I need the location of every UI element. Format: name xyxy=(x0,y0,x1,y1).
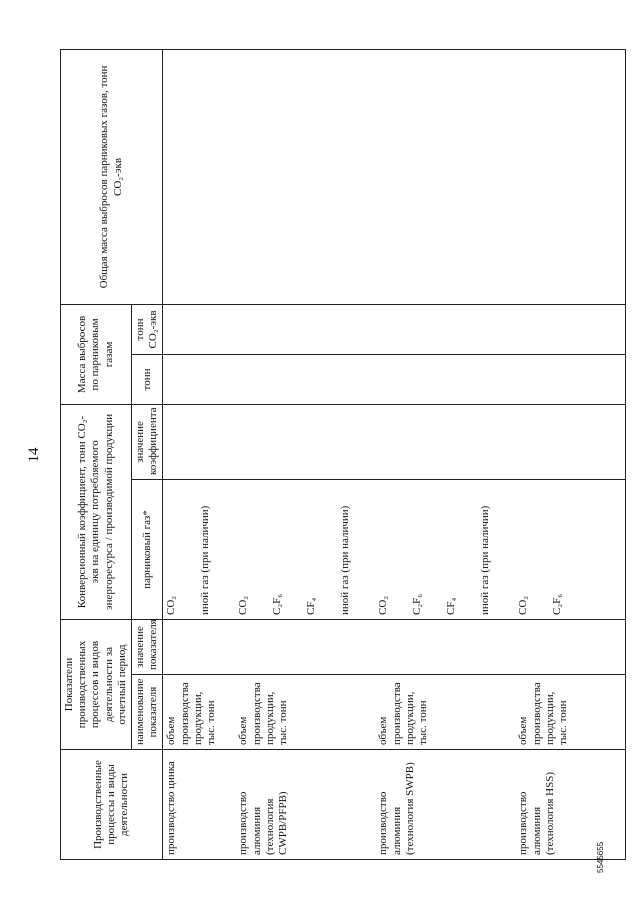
header-indicator-value: значение показателя xyxy=(131,619,162,674)
total-cell xyxy=(163,49,236,304)
mass-tons-cell xyxy=(515,354,625,404)
table-row xyxy=(515,49,625,859)
gas-label: C₂F₆ xyxy=(551,593,564,615)
gas-label: CO₂ xyxy=(517,595,530,615)
indicator-value-cell xyxy=(515,619,625,674)
mass-co2-cell xyxy=(235,304,375,354)
coef-cell xyxy=(235,404,375,479)
indicator-cell: объем производства продукции, тыс. тонн xyxy=(515,675,625,750)
gas-label: CF₄ xyxy=(305,597,318,615)
gas-cell xyxy=(375,479,515,619)
mass-tons-cell xyxy=(375,354,515,404)
document-code: 5545655 xyxy=(596,841,605,873)
coef-cell xyxy=(375,404,515,479)
header-processes: Производственные процессы и виды деятельности xyxy=(61,750,163,860)
gas-label: иной газ (при наличии) xyxy=(339,505,352,615)
gas-cell xyxy=(515,479,625,619)
mass-tons-cell xyxy=(235,354,375,404)
indicator-cell: объем производства продукции, тыс. тонн xyxy=(163,675,236,750)
mass-co2-cell xyxy=(163,304,236,354)
header-coef-value: значение коэффициента xyxy=(131,404,162,479)
indicator-cell: объем производства продукции, тыс. тонн xyxy=(375,675,515,750)
header-indicator-name: наименование показателя xyxy=(131,675,162,750)
header-greenhouse-gas: парниковый газ* xyxy=(131,479,162,619)
gas-label: иной газ (при наличии) xyxy=(199,505,212,615)
mass-tons-cell xyxy=(163,354,236,404)
gas-label: CO₂ xyxy=(377,595,390,615)
rotated-page xyxy=(20,25,620,885)
process-cell: производство цинка xyxy=(163,750,236,860)
header-total: Общая масса выбросов парниковых газов, тонн CO₂-экв xyxy=(61,49,163,304)
gas-cell xyxy=(235,479,375,619)
gas-label: CO₂ xyxy=(165,595,178,615)
process-cell: производство алюминия (технология SWPB) xyxy=(375,750,515,860)
gas-label: иной газ (при наличии) xyxy=(479,505,492,615)
coef-cell xyxy=(515,404,625,479)
table-row xyxy=(163,49,236,859)
coef-cell xyxy=(163,404,236,479)
gas-label: CF₄ xyxy=(445,597,458,615)
header-mass: Масса выбросов по парниковым газам xyxy=(61,304,132,404)
process-cell: производство алюминия (технология HSS) xyxy=(515,750,625,860)
total-cell xyxy=(515,49,625,304)
mass-co2-cell xyxy=(375,304,515,354)
indicator-value-cell xyxy=(375,619,515,674)
mass-co2-cell xyxy=(515,304,625,354)
page-number: 14 xyxy=(26,447,42,463)
header-mass-tons: тонн xyxy=(131,354,162,404)
gas-label: CO₂ xyxy=(237,595,250,615)
header-conversion: Конверсионный коэффициент, тонн CO₂-экв на единицу потребляемого энергоресурса / производимой продукции xyxy=(61,404,132,619)
header-indicators: Показатели производственных процессов и видов деятельности за отчетный период xyxy=(61,619,132,749)
indicator-value-cell xyxy=(163,619,236,674)
emissions-table xyxy=(60,49,626,860)
process-cell: производство алюминия (технология CWPB/PFPB) xyxy=(235,750,375,860)
table-row xyxy=(235,49,375,859)
gas-label: C₂F₆ xyxy=(411,593,424,615)
indicator-cell: объем производства продукции, тыс. тонн xyxy=(235,675,375,750)
total-cell xyxy=(235,49,375,304)
total-cell xyxy=(375,49,515,304)
header-mass-tons-co2: тонн CO₂-экв xyxy=(131,304,162,354)
gas-cell xyxy=(163,479,236,619)
gas-label: C₂F₆ xyxy=(271,593,284,615)
table-row xyxy=(375,49,515,859)
indicator-value-cell xyxy=(235,619,375,674)
